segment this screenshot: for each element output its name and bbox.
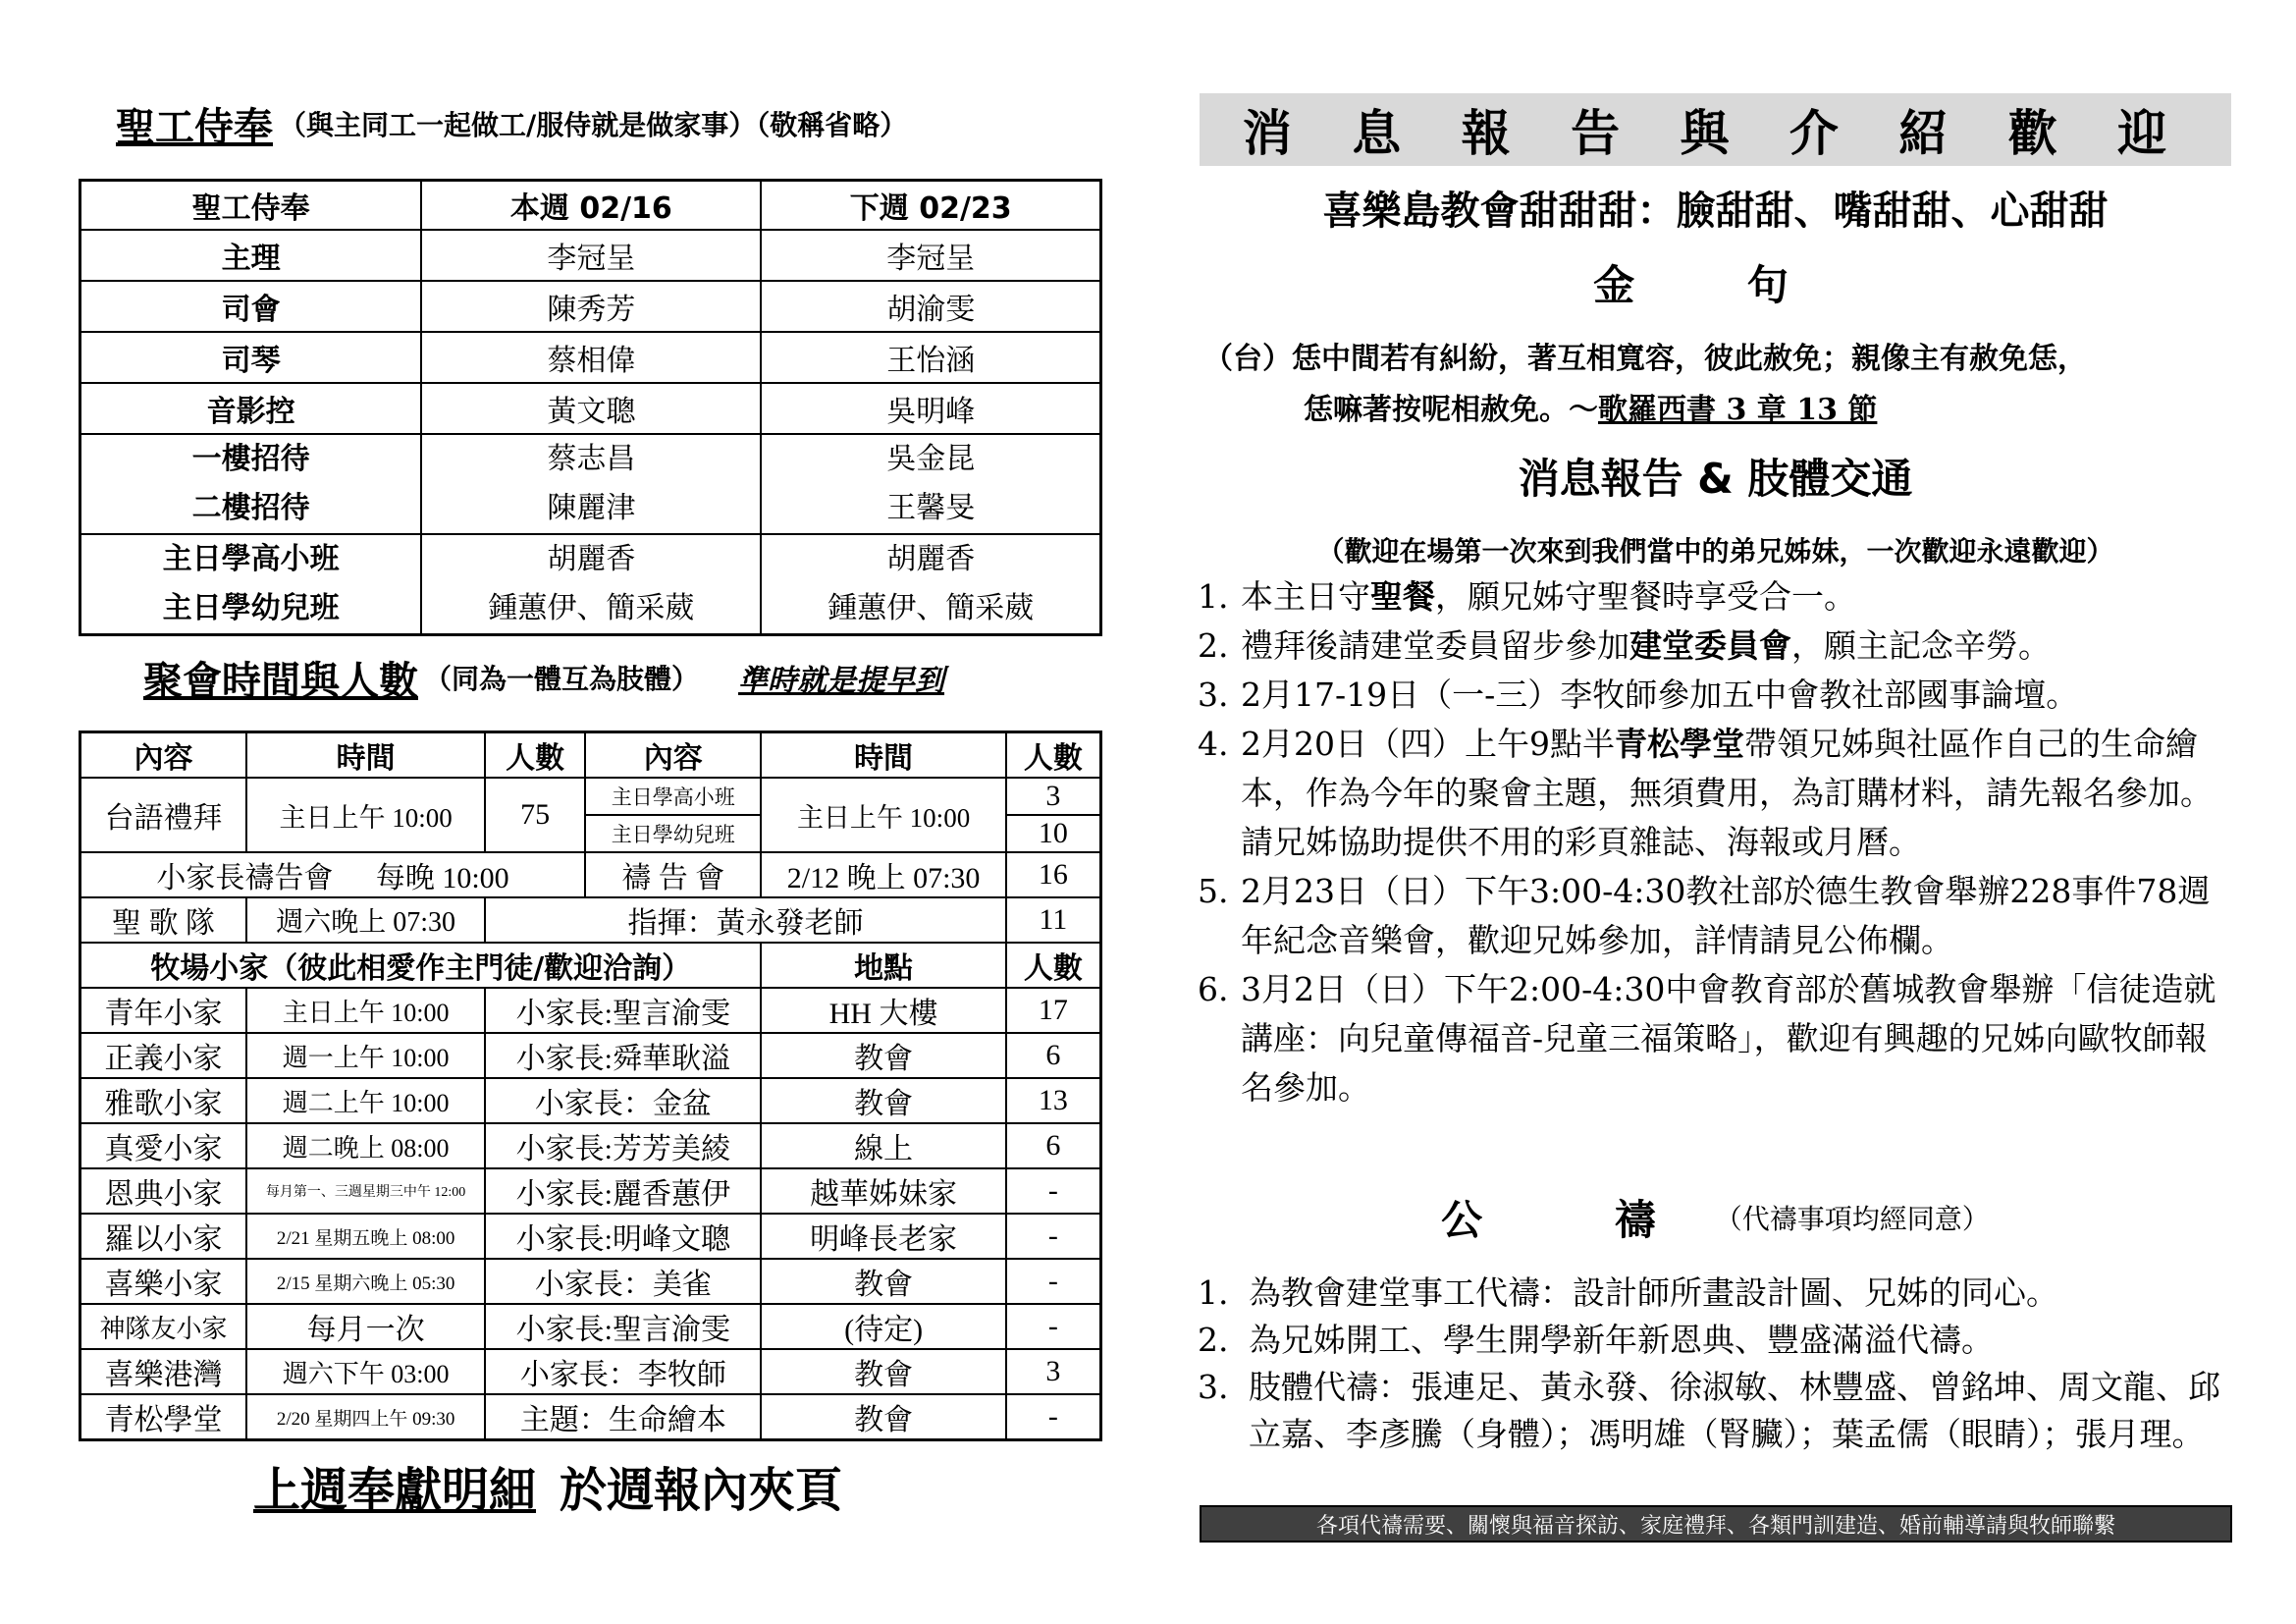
group-name: 恩典小家 bbox=[80, 1168, 246, 1214]
verse bbox=[1203, 334, 2234, 436]
service-next: 吳金昆 bbox=[886, 442, 976, 475]
prayer-item bbox=[1198, 1364, 2238, 1458]
group-name: 喜樂小家 bbox=[80, 1259, 246, 1304]
verse-title: 金 句 bbox=[1593, 261, 1838, 309]
group-leader: 小家長:芳芳美綾 bbox=[485, 1123, 761, 1168]
service-this: 黃文聰 bbox=[421, 383, 761, 434]
worship-count: 75 bbox=[485, 778, 585, 852]
meetings-header: 人數 bbox=[485, 732, 585, 779]
service-next: 胡麗香 bbox=[886, 542, 976, 575]
service-this: 胡麗香 bbox=[547, 542, 636, 575]
news-text bbox=[1235, 867, 2238, 965]
news-title: 消息報告 & 肢體交通 bbox=[1518, 455, 1913, 503]
group-place: 教會 bbox=[761, 1394, 1005, 1440]
service-role: 司會 bbox=[80, 281, 422, 332]
meetings-header: 時間 bbox=[761, 732, 1005, 779]
parent-prayer-time: 每晚 10:00 bbox=[375, 862, 509, 894]
group-count: - bbox=[1006, 1214, 1101, 1259]
group-count: - bbox=[1006, 1394, 1101, 1440]
group-time: 2/15 星期六晚上 05:30 bbox=[246, 1259, 485, 1304]
prayer-number: 3. bbox=[1198, 1368, 1229, 1406]
service-this: 蔡志昌 bbox=[547, 442, 636, 475]
news-item bbox=[1198, 671, 2238, 720]
news-text bbox=[1235, 622, 2051, 671]
group-count: - bbox=[1006, 1304, 1101, 1349]
choir-count: 11 bbox=[1006, 897, 1101, 943]
group-leader: 小家長:明峰文聰 bbox=[485, 1214, 761, 1259]
service-this: 蔡相偉 bbox=[421, 332, 761, 383]
verse-line-1: （台）恁中間若有糾紛，著互相寬容，彼此赦免；親像主有赦免恁， bbox=[1203, 342, 2087, 376]
group-name: 青年小家 bbox=[80, 988, 246, 1033]
group-place: HH 大樓 bbox=[761, 988, 1005, 1033]
offering-line bbox=[253, 1451, 842, 1520]
prayer-title: 公 禱 bbox=[1441, 1196, 1715, 1244]
group-time: 2/20 星期四上午 09:30 bbox=[246, 1394, 485, 1440]
footer-bar bbox=[1200, 1505, 2232, 1543]
news-text bbox=[1235, 572, 1856, 622]
service-header-this: 本週 02/16 bbox=[421, 181, 761, 230]
service-this-pair bbox=[421, 534, 761, 635]
service-role-pair bbox=[80, 434, 422, 534]
sunday-school-upper-count: 3 bbox=[1006, 778, 1101, 815]
group-place: 教會 bbox=[761, 1033, 1005, 1078]
service-next-pair bbox=[761, 434, 1100, 534]
group-leader: 小家長:聖言渝雯 bbox=[485, 1304, 761, 1349]
service-role-pair bbox=[80, 534, 422, 635]
group-header-count: 人數 bbox=[1006, 943, 1101, 988]
group-header-place: 地點 bbox=[761, 943, 1005, 988]
banner-text: 消 息 報 告 與 介 紹 歡 迎 bbox=[1242, 105, 2189, 162]
group-name: 羅以小家 bbox=[80, 1214, 246, 1259]
news-item bbox=[1198, 572, 2238, 622]
service-role: 主理 bbox=[80, 230, 422, 281]
news-number: 5. bbox=[1198, 872, 1229, 910]
worship-name: 台語禮拜 bbox=[80, 778, 246, 852]
sunday-school-time: 主日上午 10:00 bbox=[761, 778, 1005, 852]
banner bbox=[1200, 93, 2231, 166]
group-count: 13 bbox=[1006, 1078, 1101, 1123]
news-item bbox=[1198, 622, 2238, 671]
service-heading bbox=[116, 94, 907, 153]
verse-line-2-text: 恁嘛著按呢相赦免。～ bbox=[1304, 393, 1598, 427]
group-leader: 小家長:麗香蕙伊 bbox=[485, 1168, 761, 1214]
meetings-header: 內容 bbox=[585, 732, 761, 779]
choir-name: 聖 歌 隊 bbox=[80, 897, 246, 943]
news-text-a: 2月23日（日）下午3:00-4:30教社部於德生教會舉辦228事件78週年紀念音樂會，歡迎兄姊參加，詳情請見公佈欄。 bbox=[1241, 872, 2211, 959]
group-time: 主日上午 10:00 bbox=[246, 988, 485, 1033]
service-role: 司琴 bbox=[80, 332, 422, 383]
verse-reference: 歌羅西書 3 章 13 節 bbox=[1598, 393, 1878, 427]
sunday-school-upper: 主日學高小班 bbox=[585, 778, 761, 815]
news-text-c: ，願兄姊守聖餐時享受合一。 bbox=[1435, 577, 1856, 616]
service-subtitle: （與主同工一起做工/服侍就是做家事）（敬稱省略） bbox=[279, 109, 908, 141]
prayer-heading bbox=[1200, 1188, 2231, 1247]
news-number: 3. bbox=[1198, 676, 1229, 714]
service-this: 鍾蕙伊、簡采葳 bbox=[488, 591, 695, 624]
parent-prayer-name: 小家長禱告會 bbox=[156, 862, 334, 894]
service-next: 王怡涵 bbox=[761, 332, 1100, 383]
group-leader: 小家長：李牧師 bbox=[485, 1349, 761, 1394]
service-table bbox=[79, 179, 1102, 636]
group-name: 青松學堂 bbox=[80, 1394, 246, 1440]
prayer-number: 1. bbox=[1198, 1273, 1229, 1312]
news-text-a: 禮拜後請建堂委員留步參加 bbox=[1241, 626, 1629, 665]
group-time: 每月第一、三週星期三中午 12:00 bbox=[246, 1168, 485, 1214]
service-next: 胡渝雯 bbox=[761, 281, 1100, 332]
group-header-title: 牧場小家（彼此相愛作主門徒/歡迎洽詢） bbox=[80, 943, 762, 988]
offering-title: 上週奉獻明細 bbox=[253, 1462, 537, 1518]
service-next: 李冠呈 bbox=[761, 230, 1100, 281]
service-header-next: 下週 02/23 bbox=[761, 181, 1100, 230]
group-leader: 小家長:聖言渝雯 bbox=[485, 988, 761, 1033]
group-time: 週六下午 03:00 bbox=[246, 1349, 485, 1394]
sunday-school-lower-count: 10 bbox=[1006, 815, 1101, 852]
news-item bbox=[1198, 867, 2238, 965]
service-this: 陳麗津 bbox=[547, 491, 636, 524]
group-count: 17 bbox=[1006, 988, 1101, 1033]
meetings-table bbox=[79, 731, 1102, 1441]
group-name: 喜樂港灣 bbox=[80, 1349, 246, 1394]
news-text bbox=[1235, 965, 2238, 1112]
news-number: 1. bbox=[1198, 577, 1229, 616]
news-text bbox=[1235, 720, 2238, 867]
verse-line-2 bbox=[1203, 385, 2234, 436]
prayer-item bbox=[1198, 1270, 2238, 1317]
news-item bbox=[1198, 965, 2238, 1112]
prayer-note: （代禱事項均經同意） bbox=[1714, 1203, 1990, 1235]
group-place: 教會 bbox=[761, 1078, 1005, 1123]
service-next: 吳明峰 bbox=[761, 383, 1100, 434]
group-place: 線上 bbox=[761, 1123, 1005, 1168]
service-role: 二樓招待 bbox=[191, 490, 310, 525]
service-this: 陳秀芳 bbox=[421, 281, 761, 332]
prayer-meeting-name: 禱 告 會 bbox=[585, 852, 761, 897]
group-count: - bbox=[1006, 1259, 1101, 1304]
group-name: 神隊友小家 bbox=[80, 1304, 246, 1349]
service-role: 音影控 bbox=[80, 383, 422, 434]
news-number: 6. bbox=[1198, 970, 1229, 1008]
group-time: 週二晚上 08:00 bbox=[246, 1123, 485, 1168]
news-number: 2. bbox=[1198, 626, 1229, 665]
sunday-school-lower: 主日學幼兒班 bbox=[585, 815, 761, 852]
news-text-bold: 聖餐 bbox=[1370, 577, 1435, 616]
prayer-text: 為兄姊開工、學生開學新年新恩典、豐盛滿溢代禱。 bbox=[1249, 1321, 1994, 1359]
group-leader: 主題：生命繪本 bbox=[485, 1394, 761, 1440]
service-next-pair bbox=[761, 534, 1100, 635]
news-text-c: ，願主記念辛勞。 bbox=[1791, 626, 2051, 665]
worship-time: 主日上午 10:00 bbox=[246, 778, 485, 852]
meetings-heading bbox=[143, 648, 944, 707]
group-place: (待定) bbox=[761, 1304, 1005, 1349]
slogan: 喜樂島教會甜甜甜：臉甜甜、嘴甜甜、心甜甜 bbox=[1322, 189, 2109, 234]
meetings-header: 人數 bbox=[1006, 732, 1101, 779]
group-count: 6 bbox=[1006, 1033, 1101, 1078]
service-header-role: 聖工侍奉 bbox=[80, 181, 422, 230]
group-count: 6 bbox=[1006, 1123, 1101, 1168]
group-place: 越華姊妹家 bbox=[761, 1168, 1005, 1214]
prayer-number: 2. bbox=[1198, 1321, 1229, 1359]
news-text-a: 本主日守 bbox=[1241, 577, 1370, 616]
meetings-header: 時間 bbox=[246, 732, 485, 779]
meetings-subtitle: （同為一體互為肢體） bbox=[424, 663, 700, 695]
service-role: 主日學幼兒班 bbox=[162, 590, 340, 625]
news-text-c: 帶領兄姊與社區作自己的生命繪本，作為今年的聚會主題，無須費用，為訂購材料，請先報名參加。請兄姊協助提供不用的彩頁雜誌、海報或月曆。 bbox=[1241, 725, 2213, 861]
meetings-motto: 準時就是提早到 bbox=[738, 664, 945, 698]
parent-prayer-cell bbox=[80, 852, 586, 897]
prayer-item bbox=[1198, 1317, 2238, 1364]
group-leader: 小家長:舜華耿溢 bbox=[485, 1033, 761, 1078]
news-number: 4. bbox=[1198, 725, 1229, 763]
service-this: 李冠呈 bbox=[421, 230, 761, 281]
news-item bbox=[1198, 720, 2238, 867]
group-place: 教會 bbox=[761, 1349, 1005, 1394]
service-role: 一樓招待 bbox=[191, 441, 310, 476]
group-time: 2/21 星期五晚上 08:00 bbox=[246, 1214, 485, 1259]
meetings-header: 內容 bbox=[80, 732, 246, 779]
footer-text: 各項代禱需要、關懷與福音探訪、家庭禮拜、各類門訓建造、婚前輔導請與牧師聯繫 bbox=[1315, 1513, 2115, 1539]
service-next: 鍾蕙伊、簡采葳 bbox=[828, 591, 1035, 624]
service-next: 王馨旻 bbox=[886, 491, 976, 524]
news-text-a: 2月20日（四）上午9點半 bbox=[1241, 725, 1615, 763]
group-time: 每月一次 bbox=[246, 1304, 485, 1349]
group-name: 雅歌小家 bbox=[80, 1078, 246, 1123]
group-leader: 小家長：美雀 bbox=[485, 1259, 761, 1304]
service-this-pair bbox=[421, 434, 761, 534]
welcome-note: （歡迎在場第一次來到我們當中的弟兄姊妹，一次歡迎永遠歡迎） bbox=[1316, 535, 2114, 568]
choir-leader: 指揮：黃永發老師 bbox=[485, 897, 1005, 943]
prayer-meeting-time: 2/12 晚上 07:30 bbox=[761, 852, 1005, 897]
group-time: 週二上午 10:00 bbox=[246, 1078, 485, 1123]
offering-rest: 於週報內夾頁 bbox=[560, 1462, 843, 1518]
meetings-title: 聚會時間與人數 bbox=[143, 658, 418, 704]
prayer-text: 為教會建堂事工代禱：設計師所畫設計圖、兄姊的同心。 bbox=[1249, 1273, 2058, 1312]
news-text-a: 2月17-19日（一-三）李牧師參加五中會教社部國事論壇。 bbox=[1241, 676, 2079, 714]
prayer-list bbox=[1198, 1270, 2238, 1458]
prayer-text: 肢體代禱：張連足、黃永發、徐淑敏、林豐盛、曾銘坤、周文龍、邱立嘉、李彥騰（身體）；馮明雄（腎臟）；葉孟儒（眼睛）；張月理。 bbox=[1249, 1368, 2220, 1453]
service-title: 聖工侍奉 bbox=[116, 104, 273, 150]
service-role: 主日學高小班 bbox=[162, 541, 340, 576]
group-time: 週一上午 10:00 bbox=[246, 1033, 485, 1078]
group-name: 正義小家 bbox=[80, 1033, 246, 1078]
news-text-bold: 青松學堂 bbox=[1614, 725, 1744, 763]
group-place: 明峰長老家 bbox=[761, 1214, 1005, 1259]
choir-time: 週六晚上 07:30 bbox=[246, 897, 485, 943]
group-place: 教會 bbox=[761, 1259, 1005, 1304]
news-text bbox=[1235, 671, 2078, 720]
group-leader: 小家長：金盆 bbox=[485, 1078, 761, 1123]
group-count: - bbox=[1006, 1168, 1101, 1214]
prayer-meeting-count: 16 bbox=[1006, 852, 1101, 897]
news-list bbox=[1198, 572, 2238, 1112]
group-count: 3 bbox=[1006, 1349, 1101, 1394]
news-text-bold: 建堂委員會 bbox=[1629, 626, 1791, 665]
group-name: 真愛小家 bbox=[80, 1123, 246, 1168]
news-text-a: 3月2日（日）下午2:00-4:30中會教育部於舊城教會舉辦「信徒造就講座：向兒童傳福音-兒童三福策略」，歡迎有興趣的兄姊向歐牧師報名參加。 bbox=[1241, 970, 2216, 1107]
